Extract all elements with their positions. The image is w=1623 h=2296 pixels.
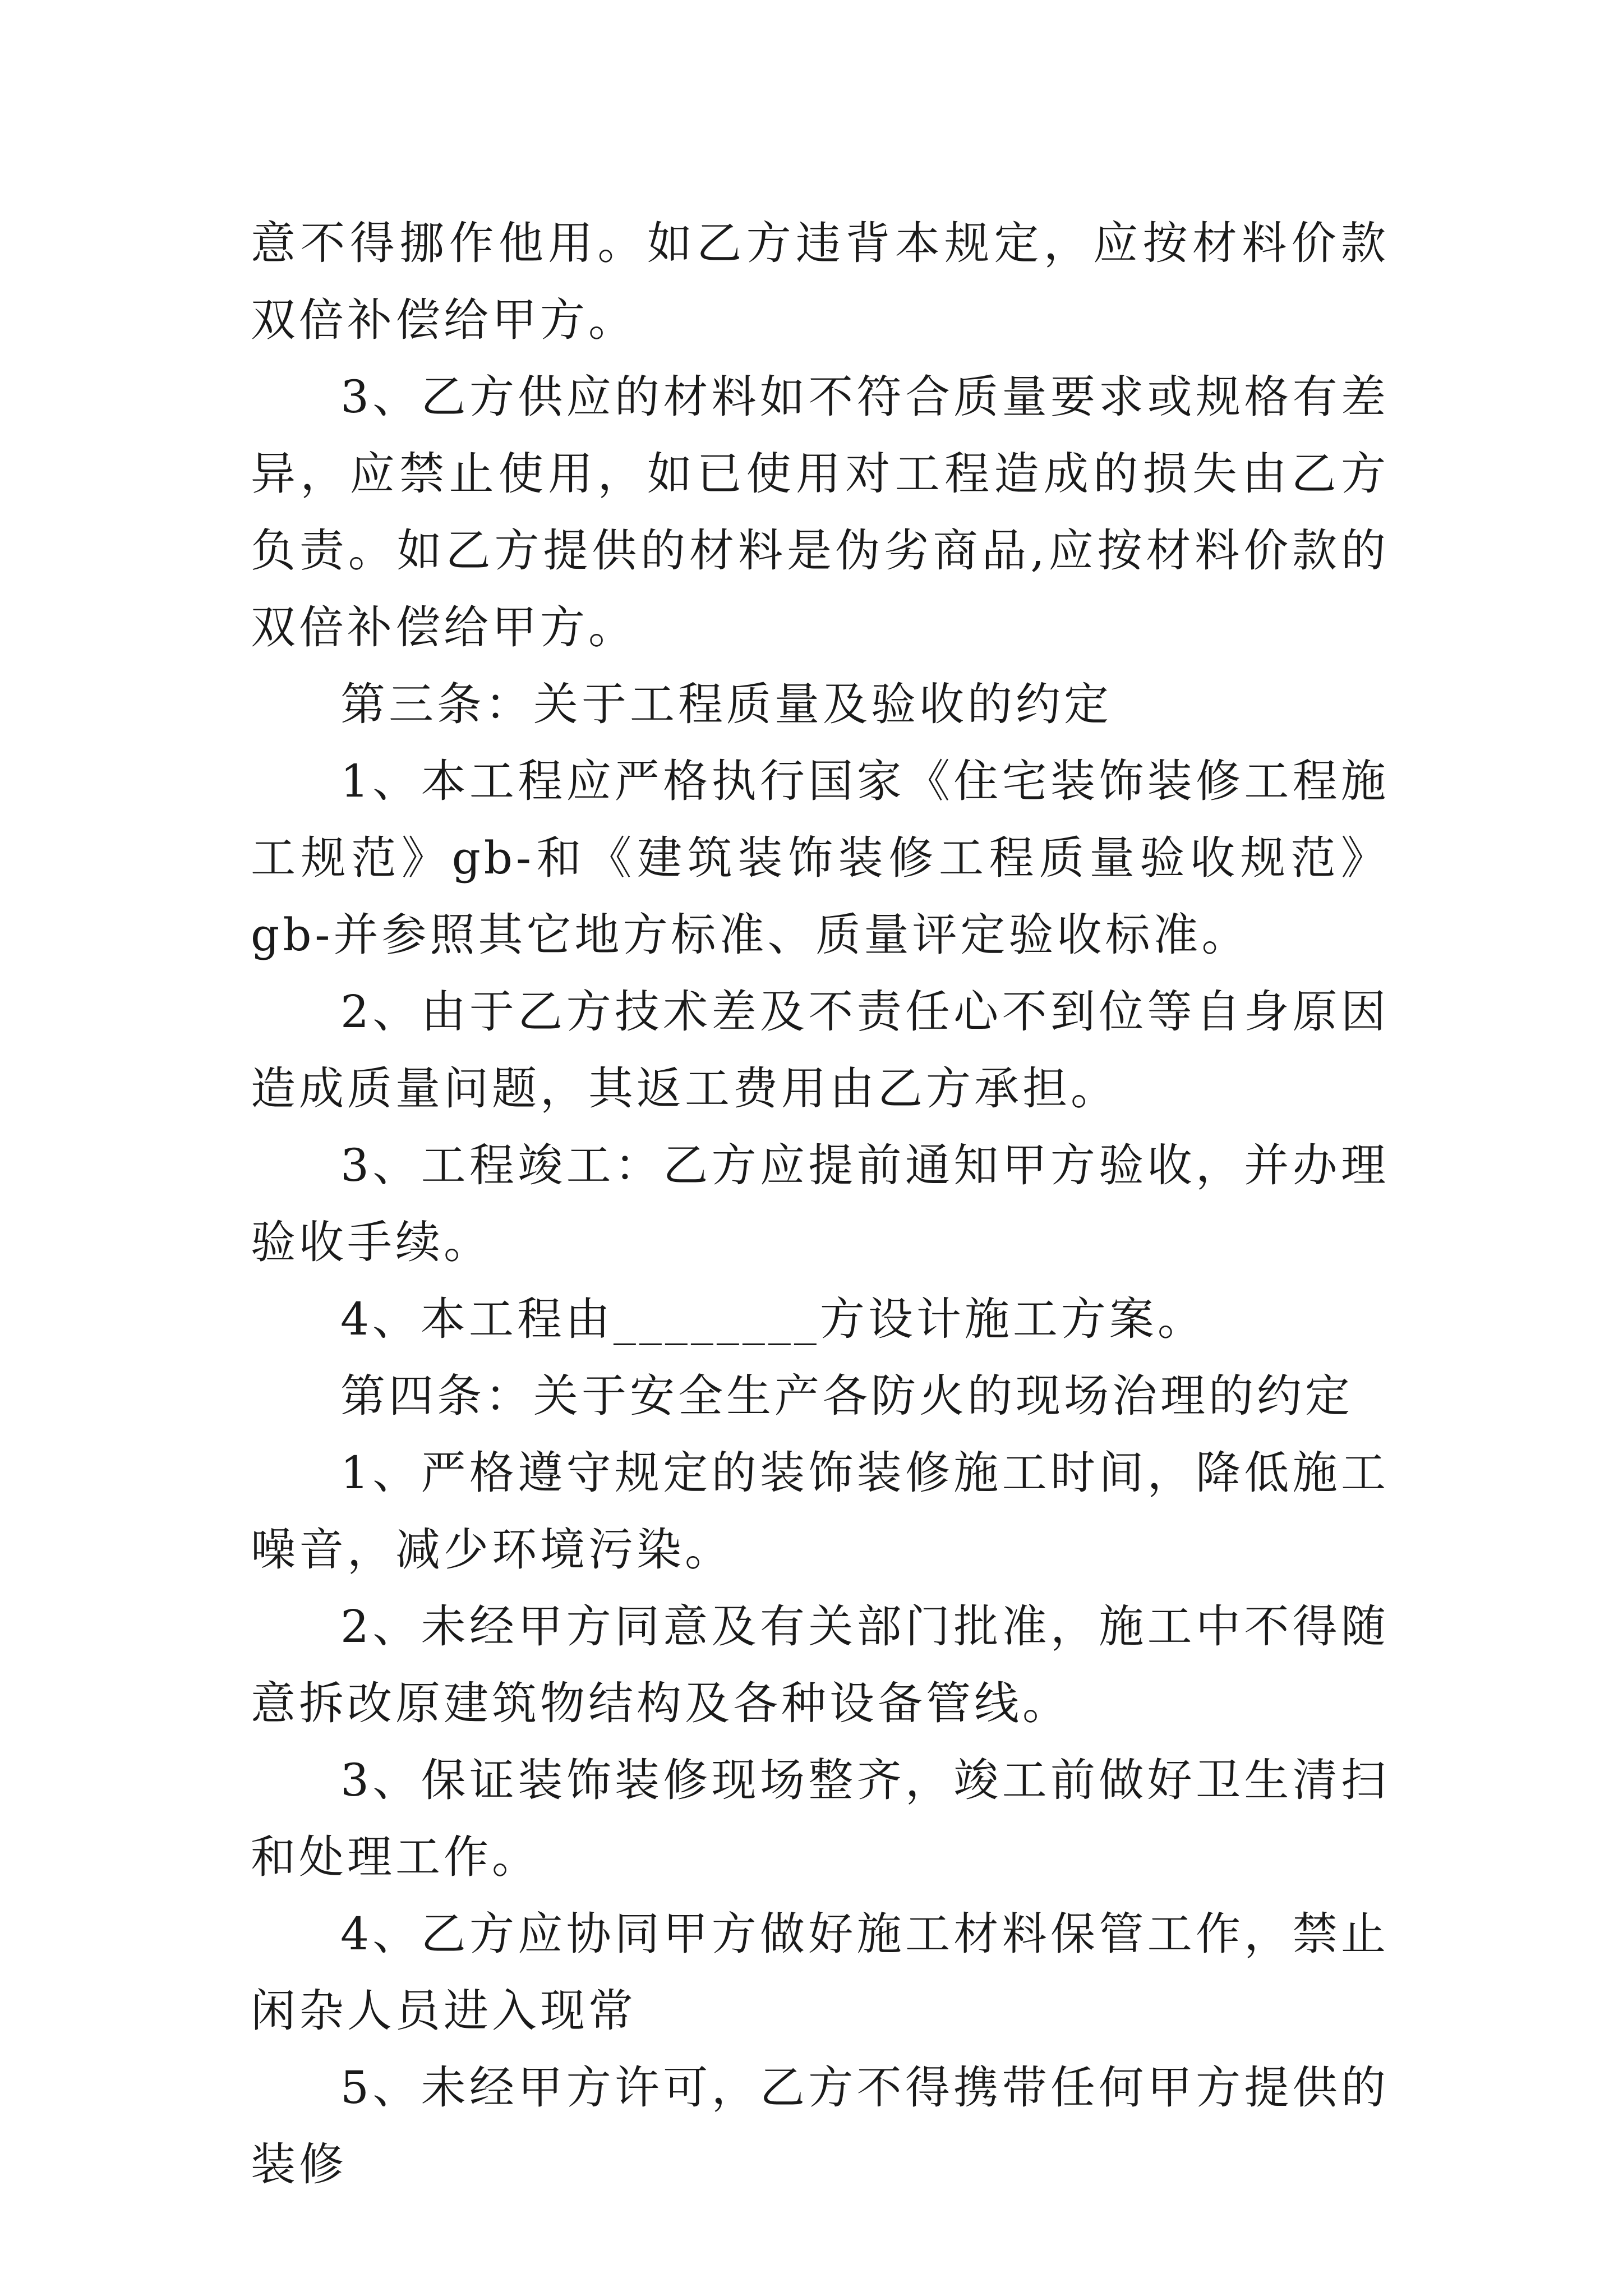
- paragraph-article-4-item-5: 5、未经甲方许可，乙方不得携带任何甲方提供的装修: [251, 2062, 1389, 2191]
- paragraph-article-4-item-4: 4、乙方应协同甲方做好施工材料保管工作，禁止闲杂人员进入现常: [251, 1908, 1389, 2037]
- paragraph-article-3-item-4: 4、本工程由________方设计施工方案。: [340, 1293, 1206, 1345]
- paragraph-article-3-item-1: 1、本工程应严格执行国家《住宅装饰装修工程施工规范》gb-和《建筑装饰装修工程质量验收规范》gb-并参照其它地方标准、质量评定验收标准。: [251, 755, 1389, 961]
- section-heading-article-3: 第三条：关于工程质量及验收的约定: [340, 678, 1112, 730]
- paragraph-item-3: 3、乙方供应的材料如不符合质量要求或规格有差异，应禁止使用，如已使用对工程造成的损失由乙方负责。如乙方提供的材料是伪劣商品,应按材料价款的双倍补偿给甲方。: [251, 371, 1389, 654]
- paragraph-article-4-item-1: 1、严格遵守规定的装饰装修施工时间，降低施工噪音，减少环境污染。: [251, 1447, 1389, 1576]
- paragraph-article-3-item-2: 2、由于乙方技术差及不责任心不到位等自身原因造成质量问题，其返工费用由乙方承担。: [251, 986, 1389, 1115]
- section-heading-article-4: 第四条：关于安全生产各防火的现场治理的约定: [340, 1370, 1353, 1422]
- paragraph-article-4-item-3: 3、保证装饰装修现场整齐，竣工前做好卫生清扫和处理工作。: [251, 1754, 1389, 1883]
- paragraph-article-3-item-3: 3、工程竣工：乙方应提前通知甲方验收，并办理验收手续。: [251, 1139, 1389, 1268]
- document-body: [251, 205, 1389, 2203]
- paragraph-continuation: 意不得挪作他用。如乙方违背本规定，应按材料价款双倍补偿给甲方。: [251, 217, 1389, 346]
- paragraph-article-4-item-2: 2、未经甲方同意及有关部门批准，施工中不得随意拆改原建筑物结构及各种设备管线。: [251, 1600, 1389, 1729]
